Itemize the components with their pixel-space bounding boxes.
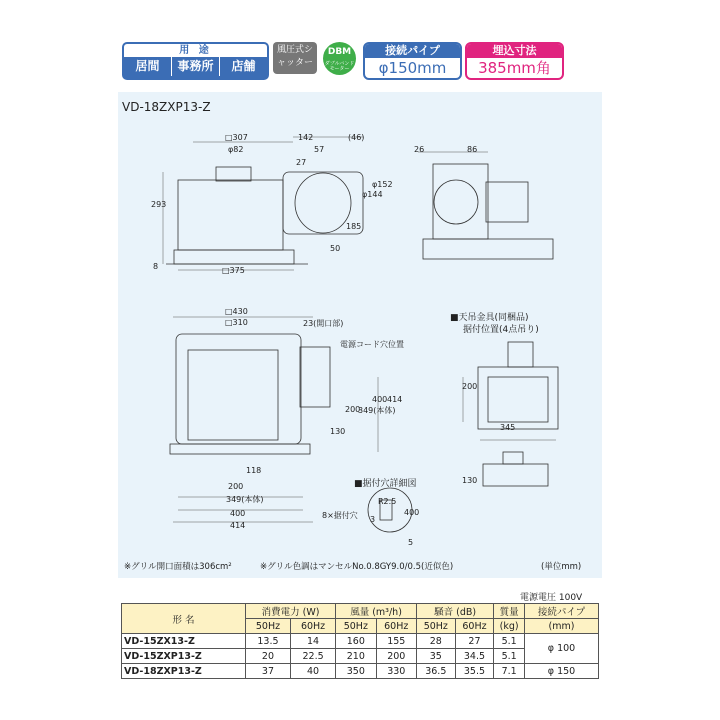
dim-310: □310 (225, 318, 248, 327)
row-p50: 37 (245, 664, 290, 679)
dim-400-v: 400 (372, 395, 388, 404)
embed-label: 埋込寸法 (467, 44, 562, 58)
header-airflow: 風量 (m³/h) (336, 604, 417, 619)
row-n50: 28 (416, 634, 455, 649)
dbm-label: DBM (327, 47, 352, 57)
row-mass: 7.1 (494, 664, 525, 679)
side-view-body (178, 180, 283, 250)
dim-57: 57 (314, 145, 325, 154)
dim-293: 293 (151, 200, 167, 209)
side-view-top-cap (216, 167, 251, 181)
row-n50: 36.5 (416, 664, 455, 679)
dim-46: (46) (348, 133, 365, 142)
dim-430: □430 (225, 307, 248, 316)
row-name: VD-15ZX13-Z (122, 634, 246, 649)
detail-r25: R2.5 (378, 497, 397, 506)
usage-item-office: 事務所 (171, 57, 219, 76)
row-a60: 330 (376, 664, 416, 679)
row-a60: 200 (376, 649, 416, 664)
hanger-dim-345: 345 (500, 423, 516, 432)
header-power: 消費電力 (W) (245, 604, 335, 619)
front-view-duct-ring (434, 180, 478, 224)
plan-view-body (176, 334, 301, 444)
note-grille: ※グリル開口面積は306cm² (124, 562, 232, 572)
spec-table (121, 603, 599, 679)
header-mass: 質量 (494, 604, 525, 619)
row-p60: 22.5 (291, 649, 336, 664)
usage-title: 用 途 (124, 44, 267, 57)
dim-200-h: 200 (228, 482, 244, 491)
dim-349-v: 349(本体) (358, 406, 396, 415)
usage-badge (122, 42, 269, 80)
note-color: ※グリル色調はマンセルNo.0.8GY9.0/0.5(近似色) (260, 562, 454, 572)
plan-view-duct (300, 347, 330, 407)
row-n60: 27 (455, 634, 494, 649)
table-row (122, 664, 599, 679)
hanger-view-inner (488, 377, 548, 422)
header-pipe: 接続パイプ (525, 604, 599, 619)
row-name: VD-18ZXP13-Z (122, 664, 246, 679)
header-hz50: 50Hz (336, 619, 376, 634)
dbm-sub: ダブルバンドモーター (324, 61, 355, 72)
front-view-body (433, 164, 488, 239)
mount-holes-label: 8×据付穴 (322, 511, 358, 520)
dim-375: □375 (222, 266, 245, 275)
row-pipe: φ 150 (525, 664, 599, 679)
dim-opening: 23(開口部) (303, 319, 344, 328)
row-a60: 155 (376, 634, 416, 649)
dim-130-v: 130 (330, 427, 346, 436)
embed-badge (465, 42, 564, 80)
embed-value: 385mm角 (478, 59, 551, 77)
usage-item-shop: 店舗 (219, 57, 267, 76)
table-row (122, 634, 599, 649)
header-pipe-unit: (mm) (525, 619, 599, 634)
dim-8: 8 (153, 262, 159, 271)
hanger-sub: 据付位置(4点吊り) (463, 325, 539, 335)
dim-27: 27 (296, 158, 307, 167)
dim-400-h: 400 (230, 509, 246, 518)
header-name: 形 名 (122, 604, 246, 634)
dbm-logo (323, 42, 356, 75)
dim-414-v: 414 (387, 395, 403, 404)
plan-view-flange (170, 444, 310, 454)
row-n60: 34.5 (455, 649, 494, 664)
row-mass: 5.1 (494, 634, 525, 649)
dim-142: 142 (298, 133, 314, 142)
plan-view-opening (188, 350, 278, 440)
header-hz60: 60Hz (455, 619, 494, 634)
detail-title: ■据付穴詳細図 (354, 479, 417, 489)
hanger-view-duct (508, 342, 533, 367)
hanger-dim-130: 130 (462, 476, 478, 485)
header-noise: 騒音 (dB) (416, 604, 493, 619)
row-pipe: φ 100 (525, 634, 599, 664)
row-n60: 35.5 (455, 664, 494, 679)
hanger-view-frame (478, 367, 558, 429)
unit-note: (単位mm) (541, 562, 582, 572)
pipe-value: φ150mm (378, 59, 447, 77)
row-p50: 13.5 (245, 634, 290, 649)
hanger-dim-200: 200 (462, 382, 478, 391)
model-name: VD-18ZXP13-Z (122, 100, 211, 114)
detail-3: 3 (370, 515, 376, 524)
dim-26: 26 (414, 145, 425, 154)
row-a50: 210 (336, 649, 376, 664)
hanger-side-body (483, 464, 548, 486)
header-hz60: 60Hz (291, 619, 336, 634)
header-mass-unit: (kg) (494, 619, 525, 634)
pipe-badge (363, 42, 462, 80)
row-p60: 14 (291, 634, 336, 649)
row-a50: 160 (336, 634, 376, 649)
cord-hole-label: 電源コード穴位置 (340, 340, 404, 349)
row-name: VD-15ZXP13-Z (122, 649, 246, 664)
side-view-duct-ring (295, 173, 351, 233)
front-view-motor (486, 182, 528, 222)
detail-400: 400 (404, 508, 420, 517)
header-hz60: 60Hz (376, 619, 416, 634)
pipe-label: 接続パイプ (365, 44, 460, 58)
dim-307: □307 (225, 133, 248, 142)
header-hz50: 50Hz (416, 619, 455, 634)
dim-414-h: 414 (230, 521, 246, 530)
shutter-badge: 風圧式シャッター (273, 42, 317, 74)
row-mass: 5.1 (494, 649, 525, 664)
dim-50: 50 (330, 244, 341, 253)
row-p60: 40 (291, 664, 336, 679)
dim-152: φ152 (372, 180, 393, 189)
dim-144: φ144 (362, 190, 383, 199)
side-view-flange (174, 250, 294, 264)
usage-item-living: 居間 (135, 59, 160, 73)
row-p50: 20 (245, 649, 290, 664)
dim-118: 118 (246, 466, 262, 475)
dim-200-v: 200 (345, 405, 361, 414)
hanger-title: ■天吊金具(同梱品) (450, 313, 529, 323)
header-hz50: 50Hz (245, 619, 290, 634)
technical-drawing (118, 92, 602, 578)
dim-185: 185 (346, 222, 362, 231)
hanger-side-cap (503, 452, 523, 464)
dim-349-h: 349(本体) (226, 495, 264, 504)
row-a50: 350 (336, 664, 376, 679)
dim-86: 86 (467, 145, 478, 154)
detail-5: 5 (408, 538, 414, 547)
dim-82: φ82 (228, 145, 244, 154)
row-n50: 35 (416, 649, 455, 664)
front-view-flange (423, 239, 553, 259)
voltage-label: 電源電圧 100V (520, 593, 583, 603)
